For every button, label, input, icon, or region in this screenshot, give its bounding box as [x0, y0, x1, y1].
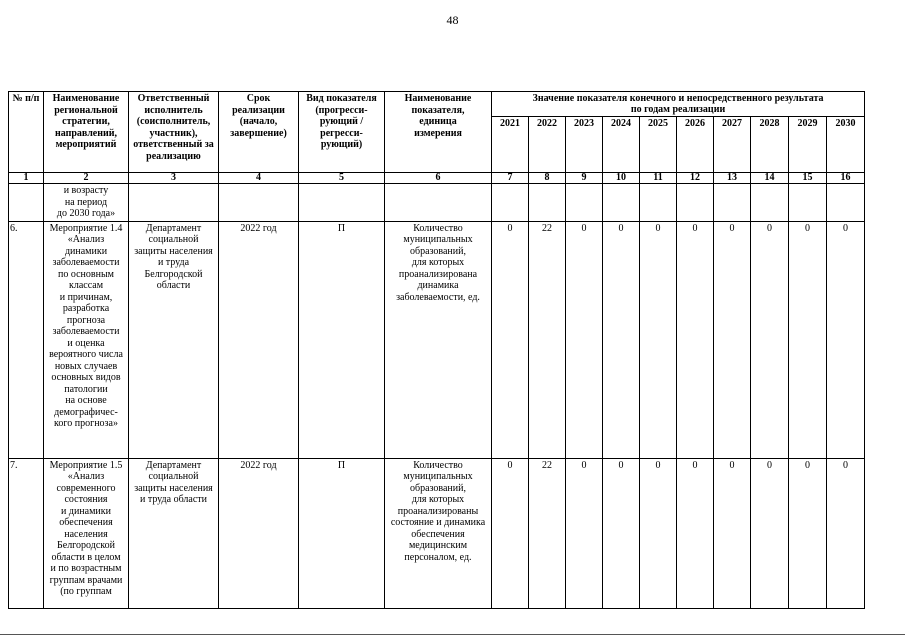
row-value: 0: [640, 458, 677, 608]
column-number: 16: [827, 173, 865, 184]
header-year: 2024: [603, 117, 640, 173]
header-year: 2029: [789, 117, 827, 173]
row-executor: Департамент социальной защиты населения и труда Белгородской области: [129, 221, 219, 458]
header-year: 2026: [677, 117, 714, 173]
row-indicator: [385, 184, 492, 222]
table-row: [9, 184, 865, 222]
row-term: 2022 год: [219, 221, 299, 458]
row-value: 0: [714, 458, 751, 608]
column-number: 1: [9, 173, 44, 184]
row-value: 0: [789, 221, 827, 458]
row-number: 7.: [9, 458, 44, 608]
header-indicator-name: Наименование показателя, единица измерения: [385, 92, 492, 173]
row-number: [9, 184, 44, 222]
row-value: [714, 184, 751, 222]
header-year: 2021: [492, 117, 529, 173]
column-number: 6: [385, 173, 492, 184]
row-indicator: Количество муниципальных образований, для которых проанализированы состояние и динамика обеспечения медицинским персоналом, ед.: [385, 458, 492, 608]
header-year: 2027: [714, 117, 751, 173]
column-number: 10: [603, 173, 640, 184]
row-value: [751, 184, 789, 222]
column-number: 7: [492, 173, 529, 184]
row-value: 0: [566, 458, 603, 608]
header-executor: Ответственный исполнитель (соисполнитель, участник), ответственный за реализацию: [129, 92, 219, 173]
row-value: [566, 184, 603, 222]
row-value: 0: [827, 221, 865, 458]
row-type: П: [299, 458, 385, 608]
row-type: П: [299, 221, 385, 458]
row-value: 0: [677, 221, 714, 458]
column-number: 2: [44, 173, 129, 184]
row-name: Мероприятие 1.4 «Анализ динамики заболеваемости по основным классам и причинам, разработка прогноза заболеваемости и оценка вероятного числа новых случаев основных видов патологии на основе демографичес- кого прогноза»: [44, 221, 129, 458]
row-value: [827, 184, 865, 222]
header-indicator-type: Вид показателя (прогресси- рующий / регресси- рующий): [299, 92, 385, 173]
column-number: 12: [677, 173, 714, 184]
row-value: 0: [640, 221, 677, 458]
row-term: [219, 184, 299, 222]
scan-bottom-edge: [0, 634, 905, 635]
row-value: [789, 184, 827, 222]
table-row: [9, 458, 865, 608]
row-value: 0: [677, 458, 714, 608]
column-number: 5: [299, 173, 385, 184]
column-number: 15: [789, 173, 827, 184]
column-number: 9: [566, 173, 603, 184]
column-number: 8: [529, 173, 566, 184]
header-values-group: Значение показателя конечного и непосредственного результата по годам реализации: [492, 92, 865, 117]
row-value: 0: [603, 221, 640, 458]
header-year: 2030: [827, 117, 865, 173]
row-type: [299, 184, 385, 222]
header-term: Срок реализации (начало, завершение): [219, 92, 299, 173]
row-value: 0: [751, 221, 789, 458]
header-strategy-name: Наименование региональной стратегии, направлений, мероприятий: [44, 92, 129, 173]
row-value: [529, 184, 566, 222]
row-value: 0: [751, 458, 789, 608]
row-value: 0: [566, 221, 603, 458]
row-value: 0: [827, 458, 865, 608]
header-year: 2028: [751, 117, 789, 173]
results-table: [8, 91, 865, 609]
column-number: 14: [751, 173, 789, 184]
row-executor: Департамент социальной защиты населения и труда области: [129, 458, 219, 608]
row-value: [492, 184, 529, 222]
row-indicator: Количество муниципальных образований, для которых проанализирована динамика заболеваемости, ед.: [385, 221, 492, 458]
header-year: 2025: [640, 117, 677, 173]
row-value: 0: [603, 458, 640, 608]
row-value: 0: [789, 458, 827, 608]
row-value: [640, 184, 677, 222]
row-number: 6.: [9, 221, 44, 458]
row-executor: [129, 184, 219, 222]
row-value: 0: [714, 221, 751, 458]
header-year: 2022: [529, 117, 566, 173]
row-term: 2022 год: [219, 458, 299, 608]
column-number: 11: [640, 173, 677, 184]
table-row: [9, 221, 865, 458]
row-value: 22: [529, 458, 566, 608]
row-value: 0: [492, 221, 529, 458]
row-value: 0: [492, 458, 529, 608]
header-year: 2023: [566, 117, 603, 173]
row-name: Мероприятие 1.5 «Анализ современного состояния и динамики обеспечения населения Белгородской области в целом и по возрастным группам врачами (по группам: [44, 458, 129, 608]
header-number: № п/п: [9, 92, 44, 173]
column-number: 3: [129, 173, 219, 184]
row-name: и возрасту на период до 2030 года»: [44, 184, 129, 222]
column-number: 13: [714, 173, 751, 184]
column-number: 4: [219, 173, 299, 184]
page-number: 48: [446, 13, 459, 27]
row-value: [603, 184, 640, 222]
row-value: 22: [529, 221, 566, 458]
row-value: [677, 184, 714, 222]
